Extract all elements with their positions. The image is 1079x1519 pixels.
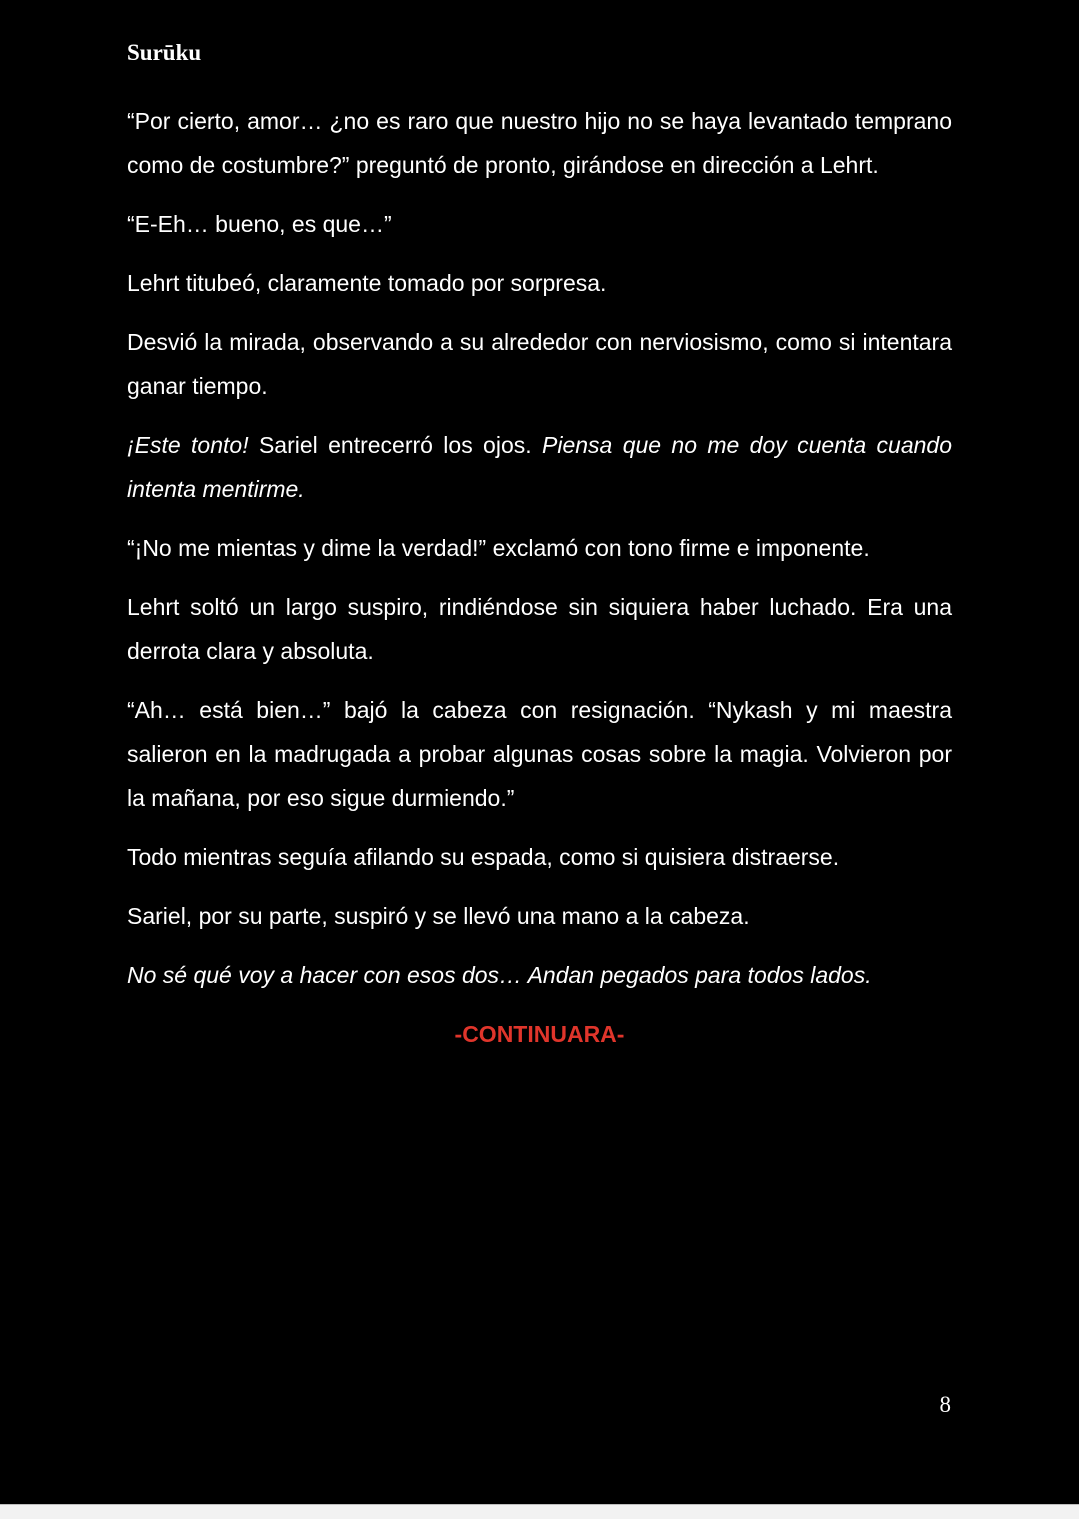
page-number: 8 xyxy=(939,1392,951,1417)
paragraph-9: Todo mientras seguía afilando su espada, como si quisiera distraerse. xyxy=(127,844,840,870)
paragraph-3: Lehrt titubeó, claramente tomado por sorpresa. xyxy=(127,270,607,296)
paragraph-10: Sariel, por su parte, suspiró y se llevó una mano a la cabeza. xyxy=(127,903,750,929)
thought-fragment: Piensa que no me doy cuenta cuando intenta mentirme. xyxy=(127,432,952,502)
narration-fragment: Sariel entrecerró los ojos. xyxy=(248,432,543,458)
paragraph-7: Lehrt soltó un largo suspiro, rindiéndose sin siquiera haber luchado. Era una derrota clara y absoluta. xyxy=(127,594,952,664)
paragraph-4: Desvió la mirada, observando a su alrededor con nerviosismo, como si intentara ganar tiempo. xyxy=(127,329,952,399)
page-bottom-edge xyxy=(0,1504,1079,1519)
thought-exclamation: ¡Este tonto! xyxy=(127,432,249,458)
paragraph-1: “Por cierto, amor… ¿no es raro que nuestro hijo no se haya levantado temprano como de costumbre?” preguntó de pronto, girándose en dirección a Lehrt. xyxy=(127,108,952,178)
running-header-title: Surūku xyxy=(127,40,202,65)
paragraph-5 xyxy=(127,423,952,511)
paragraph-11: No sé qué voy a hacer con esos dos… Andan pegados para todos lados. xyxy=(127,962,872,988)
chapter-body xyxy=(127,99,952,1071)
paragraph-8: “Ah… está bien…” bajó la cabeza con resignación. “Nykash y mi maestra salieron en la madrugada a probar algunas cosas sobre la magia. Volvieron por la mañana, por eso sigue durmiendo.” xyxy=(127,697,952,811)
to-be-continued-marker: -CONTINUARA- xyxy=(454,1021,625,1047)
paragraph-2: “E-Eh… bueno, es que…” xyxy=(127,211,392,237)
paragraph-6: “¡No me mientas y dime la verdad!” exclamó con tono firme e imponente. xyxy=(127,535,870,561)
